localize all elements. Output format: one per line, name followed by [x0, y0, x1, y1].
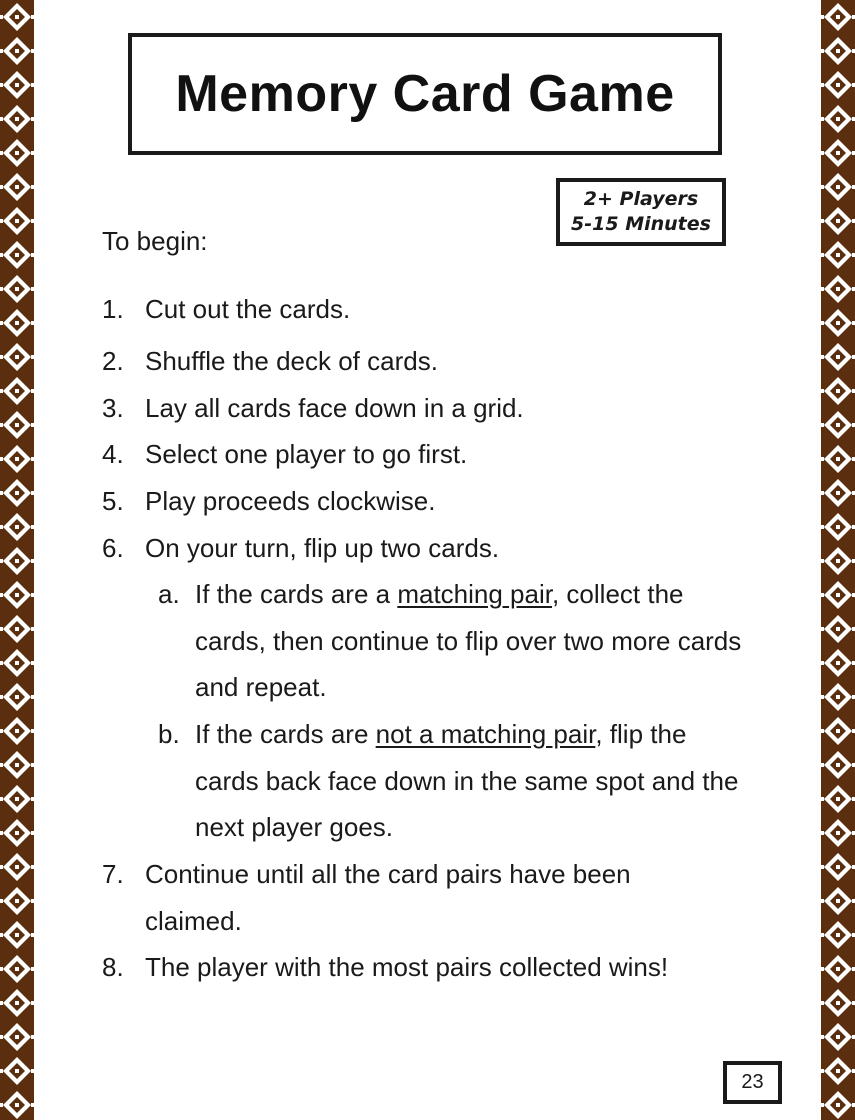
substep-text-part: If the cards are a [195, 579, 398, 609]
step-number: 2. [102, 346, 124, 376]
page-number: 23 [741, 1071, 764, 1093]
substep-text-part: If the cards are [195, 719, 376, 749]
step-text: The player with the most pairs collected wins! [145, 952, 669, 982]
page-title: Memory Card Game [175, 65, 675, 123]
substep-text [195, 571, 755, 711]
step-number: 5. [102, 486, 124, 516]
substep-letter: a. [158, 579, 180, 609]
play-time: 5-15 Minutes [571, 213, 711, 235]
step-number: 1. [102, 294, 124, 324]
substep-emphasis: not a matching pair [375, 719, 596, 749]
step-text: Select one player to go first. [145, 439, 468, 469]
step-number: 6. [102, 533, 124, 563]
right-decorative-border [821, 0, 855, 1120]
step-number: 4. [102, 439, 124, 469]
step-number: 3. [102, 393, 124, 423]
step-text: Shuffle the deck of cards. [145, 346, 438, 376]
left-decorative-border [0, 0, 34, 1120]
step-text: Lay all cards face down in a grid. [145, 393, 524, 423]
substep-emphasis: matching pair [397, 579, 552, 609]
substep-text-part: , flip the cards back face down in the same spot and the next player goes. [195, 719, 739, 843]
step-text: On your turn, flip up two cards. [145, 533, 500, 563]
substep-text-part: , collect the cards, then continue to flip over two more cards and repeat. [195, 579, 742, 703]
players-badge [556, 178, 726, 246]
step-number: 8. [102, 952, 124, 982]
step-text: Cut out the cards. [145, 294, 351, 324]
substep-letter: b. [158, 719, 180, 749]
substep-text [195, 711, 755, 851]
title-box [128, 33, 722, 155]
intro-text: To begin: [102, 226, 208, 256]
page-number-box [723, 1061, 782, 1104]
step-number: 7. [102, 859, 124, 889]
player-count: 2+ Players [583, 188, 699, 210]
step-text: Play proceeds clockwise. [145, 486, 436, 516]
step-text: Continue until all the card pairs have been claimed. [145, 859, 631, 936]
